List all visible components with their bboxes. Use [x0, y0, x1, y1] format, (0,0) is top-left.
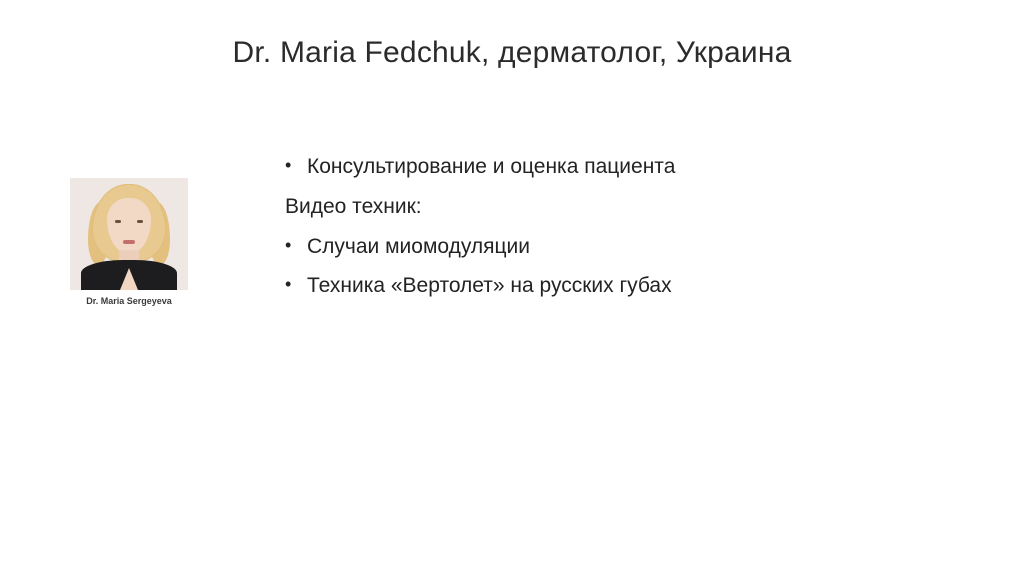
bullet-list: [285, 152, 925, 311]
list-item-label: Видео техник:: [285, 194, 422, 218]
list-item: [285, 192, 925, 222]
bullet-marker-icon: •: [285, 155, 292, 175]
lips-shape: [123, 240, 135, 244]
portrait-block: [70, 178, 188, 315]
list-item: [285, 271, 925, 301]
bullet-marker-icon: •: [285, 234, 292, 255]
page-title: Dr. Maria Fedchuk, дерматолог, Украина: [232, 36, 792, 70]
portrait-photo: [70, 178, 188, 290]
eye-right-shape: [137, 220, 143, 223]
list-item-label: Техника «Вертолет» на русских губах: [307, 274, 672, 298]
list-item: [285, 232, 925, 262]
list-item: [285, 152, 925, 182]
list-item-label: Консультирование и оценка пациента: [307, 155, 676, 178]
list-item-label: Случаи миомодуляции: [307, 234, 531, 258]
eye-left-shape: [115, 220, 121, 223]
portrait-caption: Dr. Maria Sergeyeva: [86, 296, 172, 306]
bullet-marker-icon: •: [285, 274, 292, 295]
